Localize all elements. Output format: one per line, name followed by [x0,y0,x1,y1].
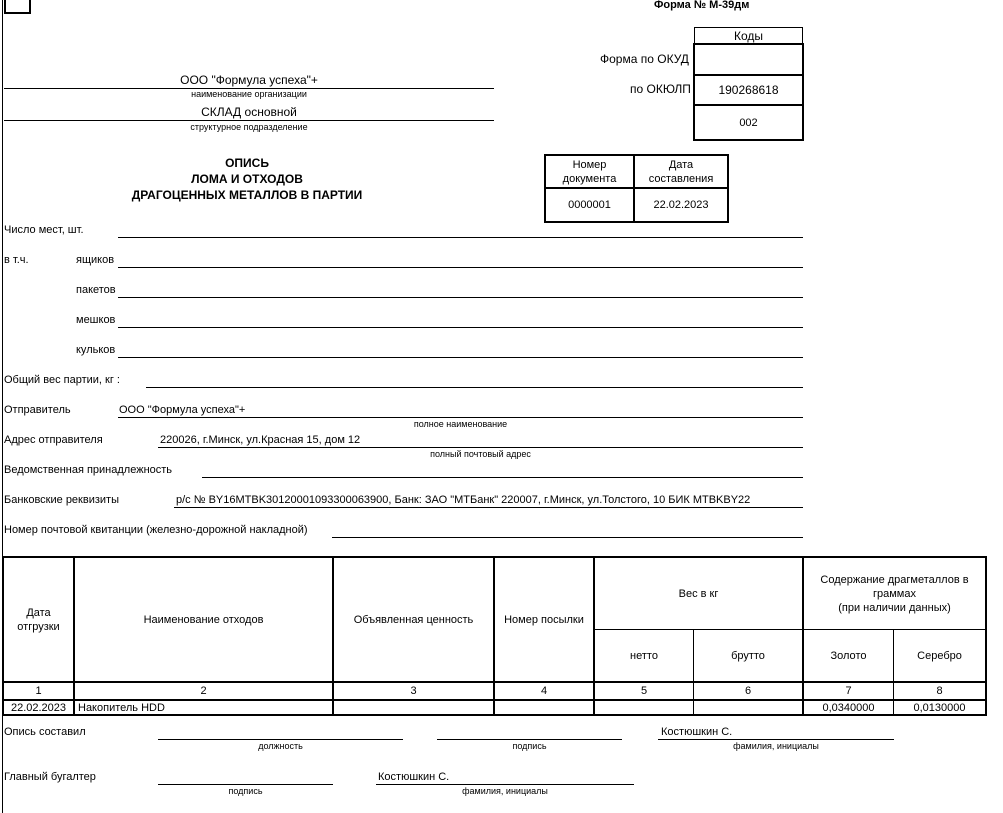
boxes-line [118,267,803,268]
row-net [595,701,693,715]
col-number-8: 8 [936,685,943,697]
header-net: нетто [630,649,658,662]
okulp-value: 190268618 [718,83,779,97]
address-value: 220026, г.Минск, ул.Красная 15, дом 12 [160,434,361,446]
row-parcel [495,701,593,715]
row-name: Накопитель HDD [78,702,165,714]
doc-date-header: Дата составления [648,158,714,185]
chief-name-caption: фамилия, инициалы [462,786,548,796]
header-silver: Серебро [917,649,962,662]
position-line [158,739,403,740]
bank-value: р/с № BY16MTBK30120001093300063900, Банк: ЗАО "МТБанк" 220007, г.Минск, ул.Толстого, 10 БИК MTBKBY22 [176,494,751,506]
chief-name-line [376,784,634,785]
compiled-name-caption: фамилия, инициалы [733,741,819,751]
places-line [118,237,803,238]
address-line [158,447,803,448]
chief-name: Костюшкин С. [378,771,450,783]
header-content: Содержание драгметаллов в граммах (при наличии данных) [820,573,969,614]
sacks-label: мешков [76,314,116,326]
places-label: Число мест, шт. [4,224,84,236]
bags-label: кульков [76,344,116,356]
doc-date-value: 22.02.2023 [653,199,709,211]
chief-label: Главный бугалтер [4,771,96,783]
row-silver: 0,0130000 [913,702,966,714]
total-weight-line [146,387,803,388]
okud-label: Форма по ОКУД [600,52,689,66]
col-number-4: 4 [540,685,548,697]
code3-value: 002 [739,116,758,129]
row-date: 22.02.2023 [10,702,67,714]
col-number-7: 7 [845,685,852,697]
doc-number-header: Номер документа [562,158,617,185]
sacks-line [118,327,803,328]
bank-line [174,507,803,508]
bank-label: Банковские реквизиты [4,494,119,506]
row-value [334,701,493,715]
total-weight-label: Общий вес партии, кг : [4,374,120,386]
header-name: Наименование отходов [143,613,264,626]
boxes-label: ящиков [76,254,115,266]
form-number: Форма № М-39дм [654,0,750,11]
receipt-line [332,537,803,538]
header-gross: брутто [731,649,765,662]
organization-caption: наименование организации [191,89,307,99]
subdivision-name: СКЛАД основной [201,105,297,119]
col-number-5: 5 [640,685,648,697]
row-gross [694,701,802,715]
header-date: Дата отгрузки [17,606,60,633]
okulp-label: по ОКЮЛП [630,82,691,96]
document-title-3: ДРАГОЦЕННЫХ МЕТАЛЛОВ В ПАРТИИ [131,188,363,202]
department-label: Ведомственная принадлежность [4,464,173,476]
organization-name: ООО "Формула успеха"+ [180,73,318,87]
header-weight: Вес в кг [678,587,719,600]
sender-value: ООО "Формула успеха"+ [119,404,246,416]
receipt-label: Номер почтовой квитанции (железно-дорожной накладной) [4,524,308,536]
col-number-6: 6 [744,685,752,697]
header-parcel: Номер посылки [504,613,584,626]
department-line [202,477,803,478]
header-gold: Золото [830,649,867,662]
compiled-name: Костюшкин С. [661,726,733,738]
subdivision-caption: структурное подразделение [190,122,308,132]
compiled-name-line [658,739,894,740]
compiled-label: Опись составил [4,726,86,738]
signature-caption: подпись [512,741,547,751]
sender-label: Отправитель [4,404,71,416]
header-value: Объявленная ценность [353,613,474,626]
sender-caption: полное наименование [413,419,508,429]
position-caption: должность [258,741,303,751]
bags-line [118,357,803,358]
address-label: Адрес отправителя [4,434,103,446]
packets-label: пакетов [76,284,116,296]
row-gold: 0,0340000 [822,702,875,714]
sender-line [118,417,803,418]
including-label: в т.ч. [4,254,29,266]
document-title-1: ОПИСЬ [225,156,269,170]
address-caption: полный почтовый адрес [430,449,531,459]
col-number-3: 3 [410,685,417,697]
col-number-2: 2 [200,685,207,697]
packets-line [118,297,803,298]
subdivision-line [4,120,494,121]
okud-value [695,45,802,74]
col-number-1: 1 [35,685,42,697]
doc-number-value: 0000001 [568,199,611,211]
codes-header: Коды [694,27,803,44]
document-title-2: ЛОМА И ОТХОДОВ [191,172,303,186]
chief-signature-line [158,784,333,785]
signature-line [437,739,622,740]
corner-mark [4,0,31,14]
chief-signature-caption: подпись [228,786,263,796]
